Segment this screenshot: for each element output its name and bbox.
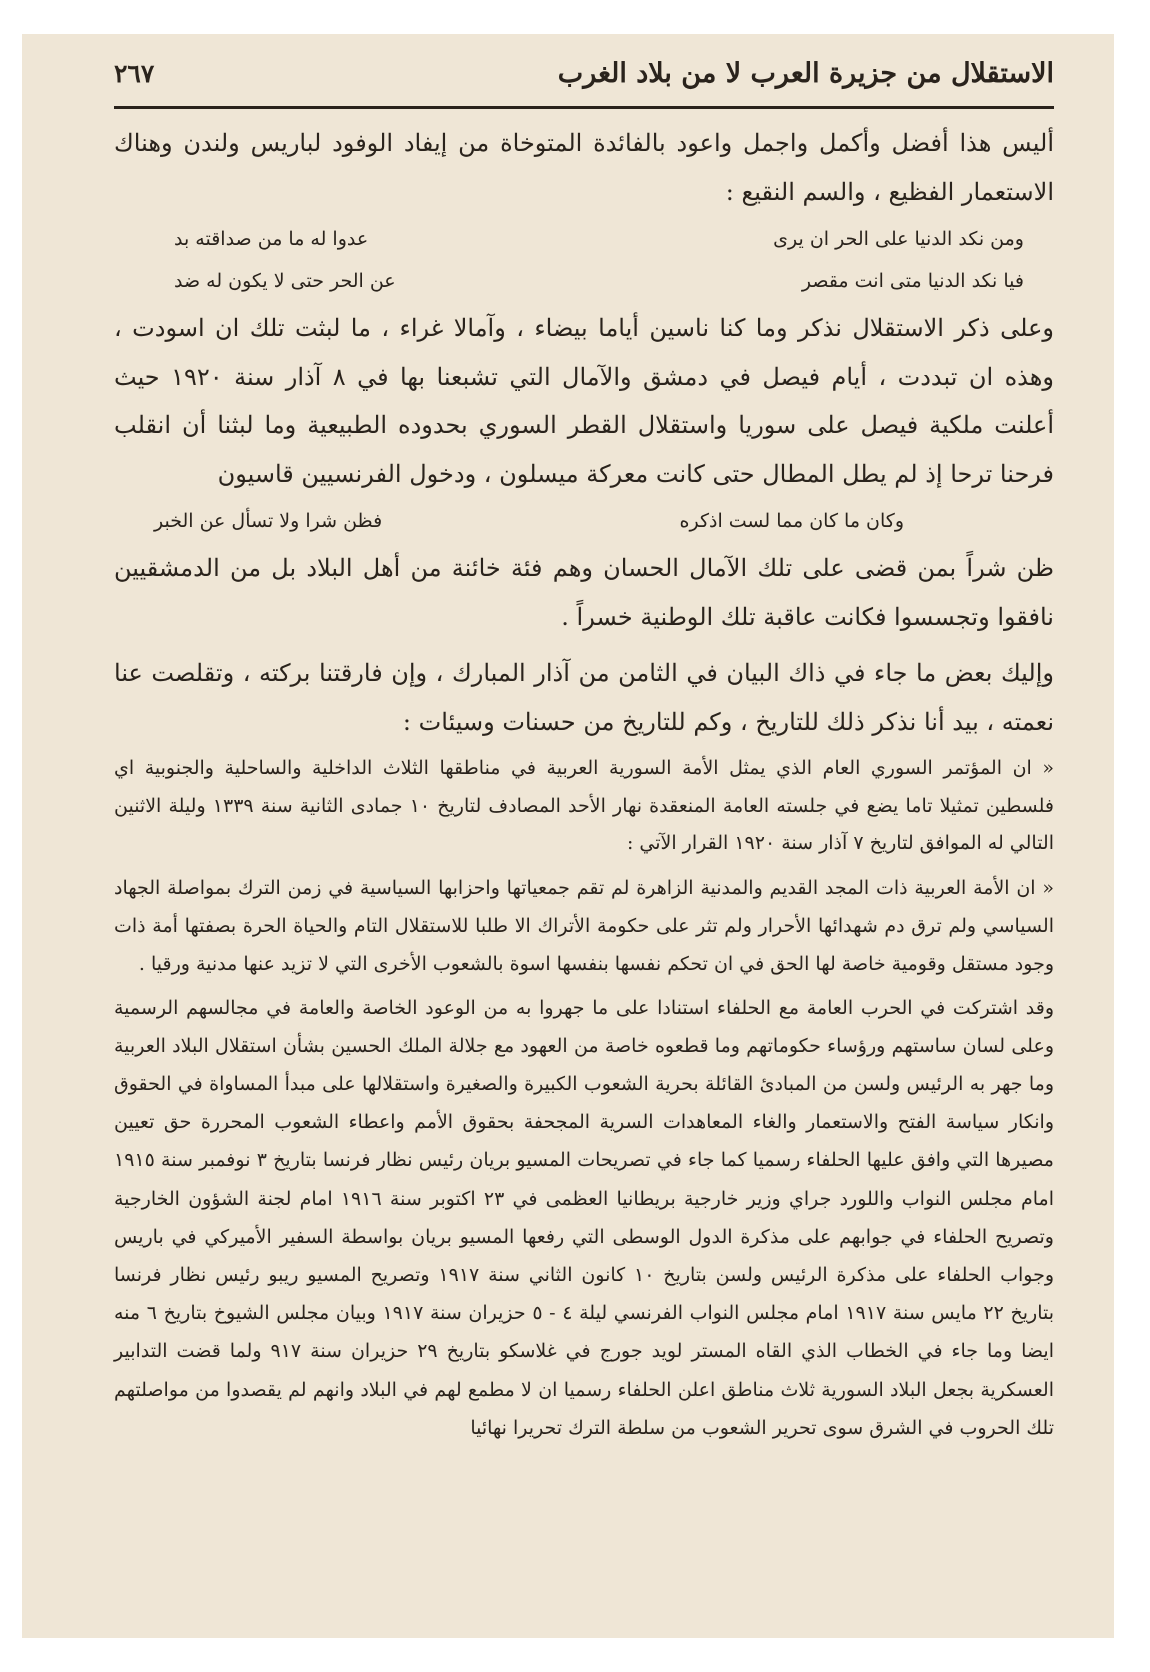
quote-congress-resolution: « ان المؤتمر السوري العام الذي يمثل الأمة السورية العربية في مناطقها الثلاث الداخلية والساحلية والجنوبية اي فلسطين تمثيلا تاما يضع في جلسته العامة المنعقدة نهار الأحد المصادف لتاريخ ١٠ جمادى الثانية سنة ١٣٣٩ وليلة الاثنين التالي له الموافق لتاريخ ٧ آذار سنة ١٩٢٠ القرار الآتي : bbox=[114, 757, 1054, 854]
poem-verse bbox=[114, 218, 1054, 260]
page-number: ٢٦٧ bbox=[114, 59, 155, 88]
verse-first-hemistich: وكان ما كان مما لست اذكره bbox=[679, 510, 904, 532]
header-rule bbox=[114, 106, 1054, 109]
paragraph-intro: أليس هذا أفضل وأكمل واجمل واعود بالفائدة المتوخاة من إيفاد الوفود لباريس ولندن وهناك الاستعمار الفظيع ، والسم النقيع : bbox=[114, 129, 1054, 206]
running-title: الاستقلال من جزيرة العرب لا من بلاد الغرب bbox=[557, 58, 1054, 89]
poem-verse bbox=[114, 260, 1054, 302]
poem-verse bbox=[114, 500, 1054, 542]
poem-block bbox=[114, 218, 1054, 302]
paragraph-betrayal: ظن شراً بمن قضى على تلك الآمال الحسان وهم فئة خائنة من أهل البلاد بل من الدمشقيين نافقوا وتجسسوا فكانت عاقبة تلك الوطنية خسراً . bbox=[114, 554, 1054, 631]
verse-second-hemistich: عدوا له ما من صداقته بد bbox=[174, 228, 369, 250]
spacer bbox=[114, 641, 1054, 649]
verse-second-hemistich: فظن شرا ولا تسأل عن الخبر bbox=[154, 510, 383, 532]
verse-first-hemistich: ومن نكد الدنيا على الحر ان يرى bbox=[773, 228, 1024, 250]
poem-block bbox=[114, 500, 1054, 542]
quote-arab-nation: « ان الأمة العربية ذات المجد القديم والمدنية الزاهرة لم تقم جمعياتها واحزابها السياسية في زمن الترك بمواصلة الجهاد السياسي ولم ترق دم شهدائها الأحرار ولم تثر على حكومة الأتراك الا طلبا للاستقلال التام والحياة الحرة بصفتها أمة ذات وجود مستقل وقومية خاصة لها الحق في ان تحكم نفسها بنفسها اسوة بالشعوب الأخرى التي لا تزيد عنها مدنية ورقيا . bbox=[114, 876, 1054, 975]
paragraph-allies-promises: وقد اشتركت في الحرب العامة مع الحلفاء استنادا على ما جهروا به من الوعود الخاصة والعامة في مجالسهم الرسمية وعلى لسان ساستهم ورؤساء حكوماتهم وما قطعوه خاصة من العهود مع جلالة الملك الحسين بشأن استقلال البلاد العربية وما جهر به الرئيس ولسن من المبادئ القائلة بحرية الشعوب الكبيرة والصغيرة واستقلالها على مبدأ المساواة في الحقوق وانكار سياسة الفتح والاستعمار والغاء المعاهدات السرية المجحفة بحقوق الأمم واعطاء الشعوب المحررة حق تعيين مصيرها التي وافق عليها الحلفاء رسميا كما جاء في تصريحات المسيو بريان رئيس نظار فرنسا بتاريخ ٣ نوفمبر سنة ١٩١٥ امام مجلس النواب واللورد جراي وزير خارجية بريطانيا العظمى في ٢٣ اكتوبر سنة ١٩١٦ امام لجنة الشؤون الخارجية وتصريح الحلفاء في جوابهم على مذكرة الدول الوسطى التي رفعها المسيو بريان بواسطة السفير الأميركي في باريس وجواب الحلفاء على مذكرة الرئيس ولسن بتاريخ ١٠ كانون الثاني سنة ١٩١٧ وتصريح المسيو ريبو رئيس نظار فرنسا بتاريخ ٢٢ مايس سنة ١٩١٧ امام مجلس النواب الفرنسي ليلة ٤ - ٥ حزيران سنة ١٩١٧ وبيان مجلس الشيوخ بتاريخ ٦ منه ايضا وما جاء في الخطاب الذي القاه المستر لويد جورج في غلاسكو بتاريخ ٢٩ حزيران سنة ٩١٧ ولما قضت التدابير العسكرية بجعل البلاد السورية ثلاث مناطق اعلن الحلفاء رسميا ان لا مطمع لهم في البلاد وانهم لم يقصدوا من مواصلتهم تلك الحروب في الشرق سوى تحرير الشعوب من سلطة الترك تحريرا نهائيا bbox=[114, 996, 1055, 1439]
verse-first-hemistich: فيا نكد الدنيا متى انت مقصر bbox=[801, 270, 1024, 292]
paragraph-declaration-intro: وإليك بعض ما جاء في ذاك البيان في الثامن من آذار المبارك ، وإن فارقتنا بركته ، وتقلصت عنا نعمته ، بيد أنا نذكر ذلك للتاريخ ، وكم للتاريخ من حسنات وسيئات : bbox=[114, 659, 1054, 736]
paragraph-independence: وعلى ذكر الاستقلال نذكر وما كنا ناسين أياما بيضاء ، وآمالا غراء ، ما لبثت تلك ان اسودت ، وهذه ان تبددت ، أيام فيصل في دمشق والآمال التي تشبعنا بها في ٨ آذار سنة ١٩٢٠ حيث أعلنت ملكية فيصل على سوريا واستقلال القطر السوري بحدوده الطبيعية وما لبثنا أن انقلب فرحنا ترحا إذ لم يطل المطال حتى كانت معركة ميسلون ، ودخول الفرنسيين قاسيون bbox=[114, 314, 1055, 488]
book-page bbox=[22, 34, 1114, 1638]
verse-second-hemistich: عن الحر حتى لا يكون له ضد bbox=[174, 270, 396, 292]
page-header bbox=[114, 58, 1054, 104]
